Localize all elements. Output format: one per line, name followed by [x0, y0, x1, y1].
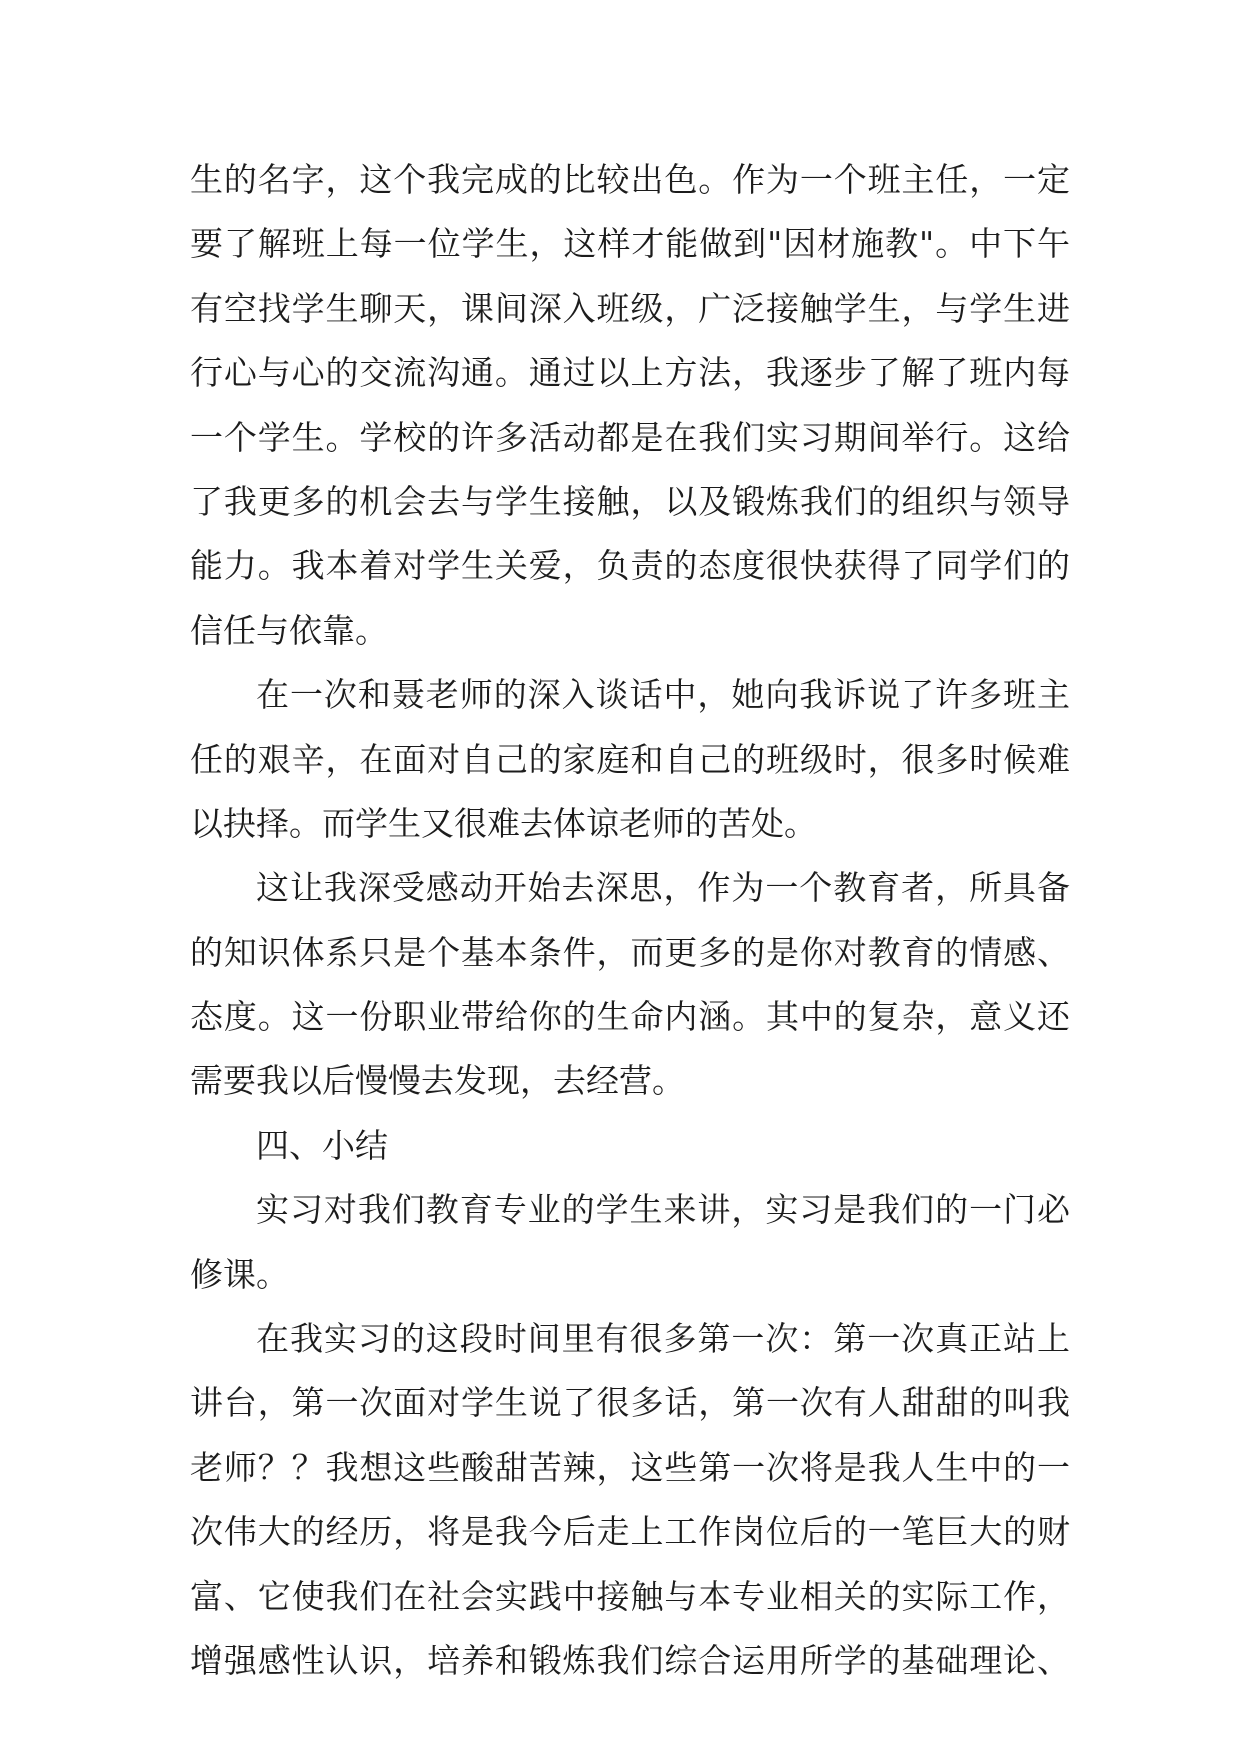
- text-line: 态度。这一份职业带给你的生命内涵。其中的复杂，意义还: [190, 997, 1070, 1037]
- text-line: 行心与心的交流沟通。通过以上方法，我逐步了解了班内每: [190, 353, 1070, 393]
- text-line: 在一次和聂老师的深入谈话中，她向我诉说了许多班主: [256, 675, 1070, 715]
- text-line: 了我更多的机会去与学生接触，以及锻炼我们的组织与领导: [190, 481, 1070, 521]
- text-line: 需要我以后慢慢去发现，去经营。: [190, 1061, 685, 1101]
- text-line: 生的名字，这个我完成的比较出色。作为一个班主任，一定: [190, 160, 1070, 199]
- text-line: 能力。我本着对学生关爱，负责的态度很快获得了同学们的: [190, 546, 1070, 586]
- text-line: 修课。: [190, 1254, 289, 1294]
- text-line: 的知识体系只是个基本条件，而更多的是你对教育的情感、: [190, 932, 1070, 972]
- text-line: 实习对我们教育专业的学生来讲，实习是我们的一门必: [256, 1190, 1070, 1230]
- text-line: 这让我深受感动开始去深思，作为一个教育者，所具备: [256, 868, 1070, 908]
- text-line: 以抉择。而学生又很难去体谅老师的苦处。: [190, 803, 817, 843]
- text-line: 任的艰辛，在面对自己的家庭和自己的班级时，很多时候难: [190, 739, 1070, 779]
- text-line: 富、它使我们在社会实践中接触与本专业相关的实际工作，: [190, 1576, 1070, 1616]
- text-line: 讲台，第一次面对学生说了很多话，第一次有人甜甜的叫我: [190, 1383, 1070, 1423]
- text-line: 在我实习的这段时间里有很多第一次：第一次真正站上: [256, 1319, 1070, 1359]
- document-page: [190, 148, 1070, 1693]
- text-line: 四、小结: [256, 1125, 388, 1165]
- text-line: 有空找学生聊天，课间深入班级，广泛接触学生，与学生进: [190, 288, 1070, 328]
- text-line: 信任与依靠。: [190, 610, 388, 650]
- text-line: 要了解班上每一位学生，这样才能做到"因材施教"。中下午: [190, 224, 1070, 264]
- text-line: 增强感性认识，培养和锻炼我们综合运用所学的基础理论、: [190, 1640, 1070, 1680]
- text-line: 一个学生。学校的许多活动都是在我们实习期间举行。这给: [190, 417, 1070, 457]
- text-line: 次伟大的经历，将是我今后走上工作岗位后的一笔巨大的财: [190, 1512, 1070, 1552]
- text-line: 老师？？我想这些酸甜苦辣，这些第一次将是我人生中的一: [190, 1447, 1070, 1487]
